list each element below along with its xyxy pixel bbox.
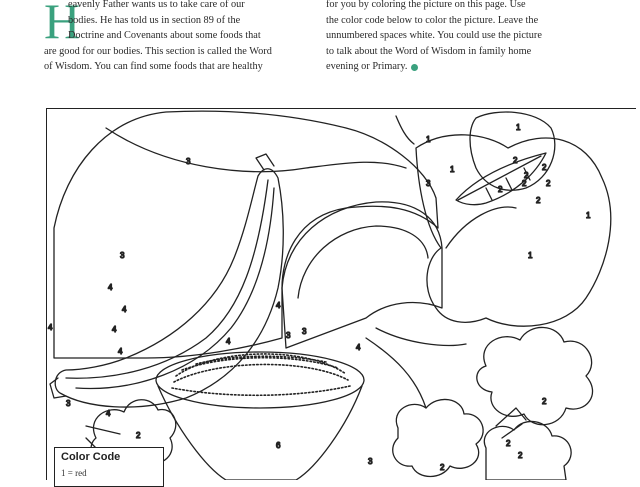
region-number: 4 [106,409,111,418]
bread-crust-line [106,128,406,172]
bread-loaf-outline[interactable] [54,111,438,358]
region-number: 3 [368,457,373,466]
region-number: 2 [513,156,518,165]
region-number: 1 [516,123,521,132]
region-number: 2 [542,163,547,172]
region-number: 2 [524,171,529,180]
region-number: 4 [48,323,53,332]
apple-stem [396,116,414,144]
banana-outline[interactable] [55,169,283,407]
region-number: 6 [276,441,281,450]
region-number: 1 [528,251,533,260]
region-number: 3 [186,157,191,166]
region-number: 1 [426,135,431,144]
end-mark-icon [411,64,418,71]
region-number: 1 [450,165,455,174]
bread-slice-line [298,226,428,298]
region-number: 2 [518,451,523,460]
color-code-item: 1 = red [61,468,87,478]
intro-line: for you by coloring the picture on this page. Use [326,0,526,10]
region-number: 2 [440,463,445,472]
intro-line: of Wisdom. You can find some foods that are healthy [44,61,263,73]
cereal-texture [172,354,350,395]
intro-line: to talk about the Word of Wisdom in family home [326,45,532,57]
region-number: 4 [356,343,361,352]
region-number: 4 [118,347,123,356]
region-number: 3 [426,179,431,188]
region-number: 3 [120,251,125,260]
region-number: 2 [546,179,551,188]
region-number: 2 [536,196,541,205]
intro-line: Doctrine and Covenants about some foods that [68,30,261,42]
broccoli-bottom[interactable] [484,421,571,480]
intro-line: are good for our bodies. This section is called the Word [44,45,272,57]
intro-line: bodies. He has told us in section 89 of the [68,14,241,26]
region-number: 2 [498,185,503,194]
region-number: 2 [506,439,511,448]
region-number: 3 [66,399,71,408]
region-number: 4 [108,283,113,292]
bowl-rim[interactable] [156,352,364,408]
intro-line: the color code below to color the picture. Leave the [326,14,539,26]
region-number: 2 [522,179,527,188]
region-number: 1 [586,211,591,220]
region-number: 4 [112,325,117,334]
banana-stem [256,154,274,170]
color-code-title: Color Code [61,451,121,463]
region-number: 2 [542,397,547,406]
region-number: 4 [276,301,281,310]
coloring-picture[interactable] [46,108,640,480]
region-number: 2 [136,431,141,440]
region-number: 4 [122,305,127,314]
intro-text-left-column [44,0,314,75]
broccoli-right-lower[interactable] [393,399,483,476]
color-code-legend [54,447,164,487]
apple-inner-line [446,207,516,248]
region-number: 3 [286,331,291,340]
broccoli-right[interactable] [477,327,593,424]
region-number: 4 [226,337,231,346]
intro-line: eavenly Father wants us to take care of our [68,0,245,10]
region-number: 3 [302,327,307,336]
intro-text-right-column [326,0,596,75]
intro-line: evening or Primary. [326,59,596,75]
drop-cap-letter: H [44,0,81,49]
table-line [366,328,466,408]
intro-line: unnumbered spaces white. You could use the picture [326,30,542,42]
